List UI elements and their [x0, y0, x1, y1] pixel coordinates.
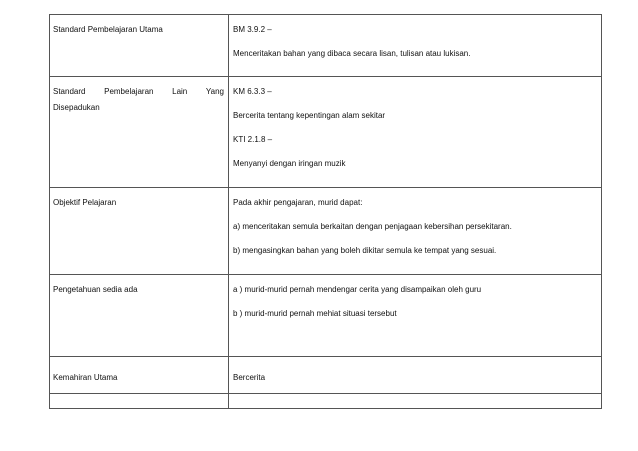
row-label-cell	[50, 357, 229, 394]
content-line: KM 6.3.3 –	[233, 87, 272, 96]
row-label-cell	[50, 77, 229, 188]
content-line: Pada akhir pengajaran, murid dapat:	[233, 198, 363, 207]
row-label-cell	[50, 275, 229, 357]
table-row	[50, 394, 602, 409]
row-label: Standard Pembelajaran Utama	[53, 25, 163, 34]
row-label-word: Standard	[53, 87, 86, 96]
row-content-cell	[229, 77, 602, 188]
content-line: Menceritakan bahan yang dibaca secara lisan, tulisan atau lukisan.	[233, 49, 471, 58]
row-label-word: Pembelajaran	[104, 87, 154, 96]
row-label-cell	[50, 188, 229, 275]
row-label: Objektif Pelajaran	[53, 198, 117, 207]
table-row	[50, 188, 602, 275]
content-line: Menyanyi dengan iringan muzik	[233, 159, 346, 168]
row-label-cell	[50, 394, 229, 409]
row-label-word: Yang	[205, 87, 224, 96]
row-label: Pengetahuan sedia ada	[53, 285, 138, 294]
content-line: BM 3.9.2 –	[233, 25, 272, 34]
row-label-word: Lain	[172, 87, 188, 96]
table-row	[50, 275, 602, 357]
row-label	[50, 77, 228, 113]
table-row	[50, 15, 602, 77]
lesson-plan-table	[49, 14, 602, 409]
row-content-cell	[229, 15, 602, 77]
row-content-cell	[229, 394, 602, 409]
row-label-line2: Disepadukan	[53, 103, 100, 112]
table-row	[50, 357, 602, 394]
content-line: b ) murid-murid pernah mehiat situasi tersebut	[233, 309, 397, 318]
row-label-cell	[50, 15, 229, 77]
row-content-cell	[229, 357, 602, 394]
content-line: a) menceritakan semula berkaitan dengan penjagaan kebersihan persekitaran.	[233, 222, 512, 231]
table-row	[50, 77, 602, 188]
content-line: b) mengasingkan bahan yang boleh dikitar semula ke tempat yang sesuai.	[233, 246, 497, 255]
row-label: Kemahiran Utama	[53, 373, 118, 382]
content-line: Bercerita tentang kepentingan alam sekitar	[233, 111, 386, 120]
row-content-cell	[229, 275, 602, 357]
content-line: KTI 2.1.8 –	[233, 135, 273, 144]
content-line: a ) murid-murid pernah mendengar cerita yang disampaikan oleh guru	[233, 285, 482, 294]
content-line: Bercerita	[233, 373, 266, 382]
row-content-cell	[229, 188, 602, 275]
